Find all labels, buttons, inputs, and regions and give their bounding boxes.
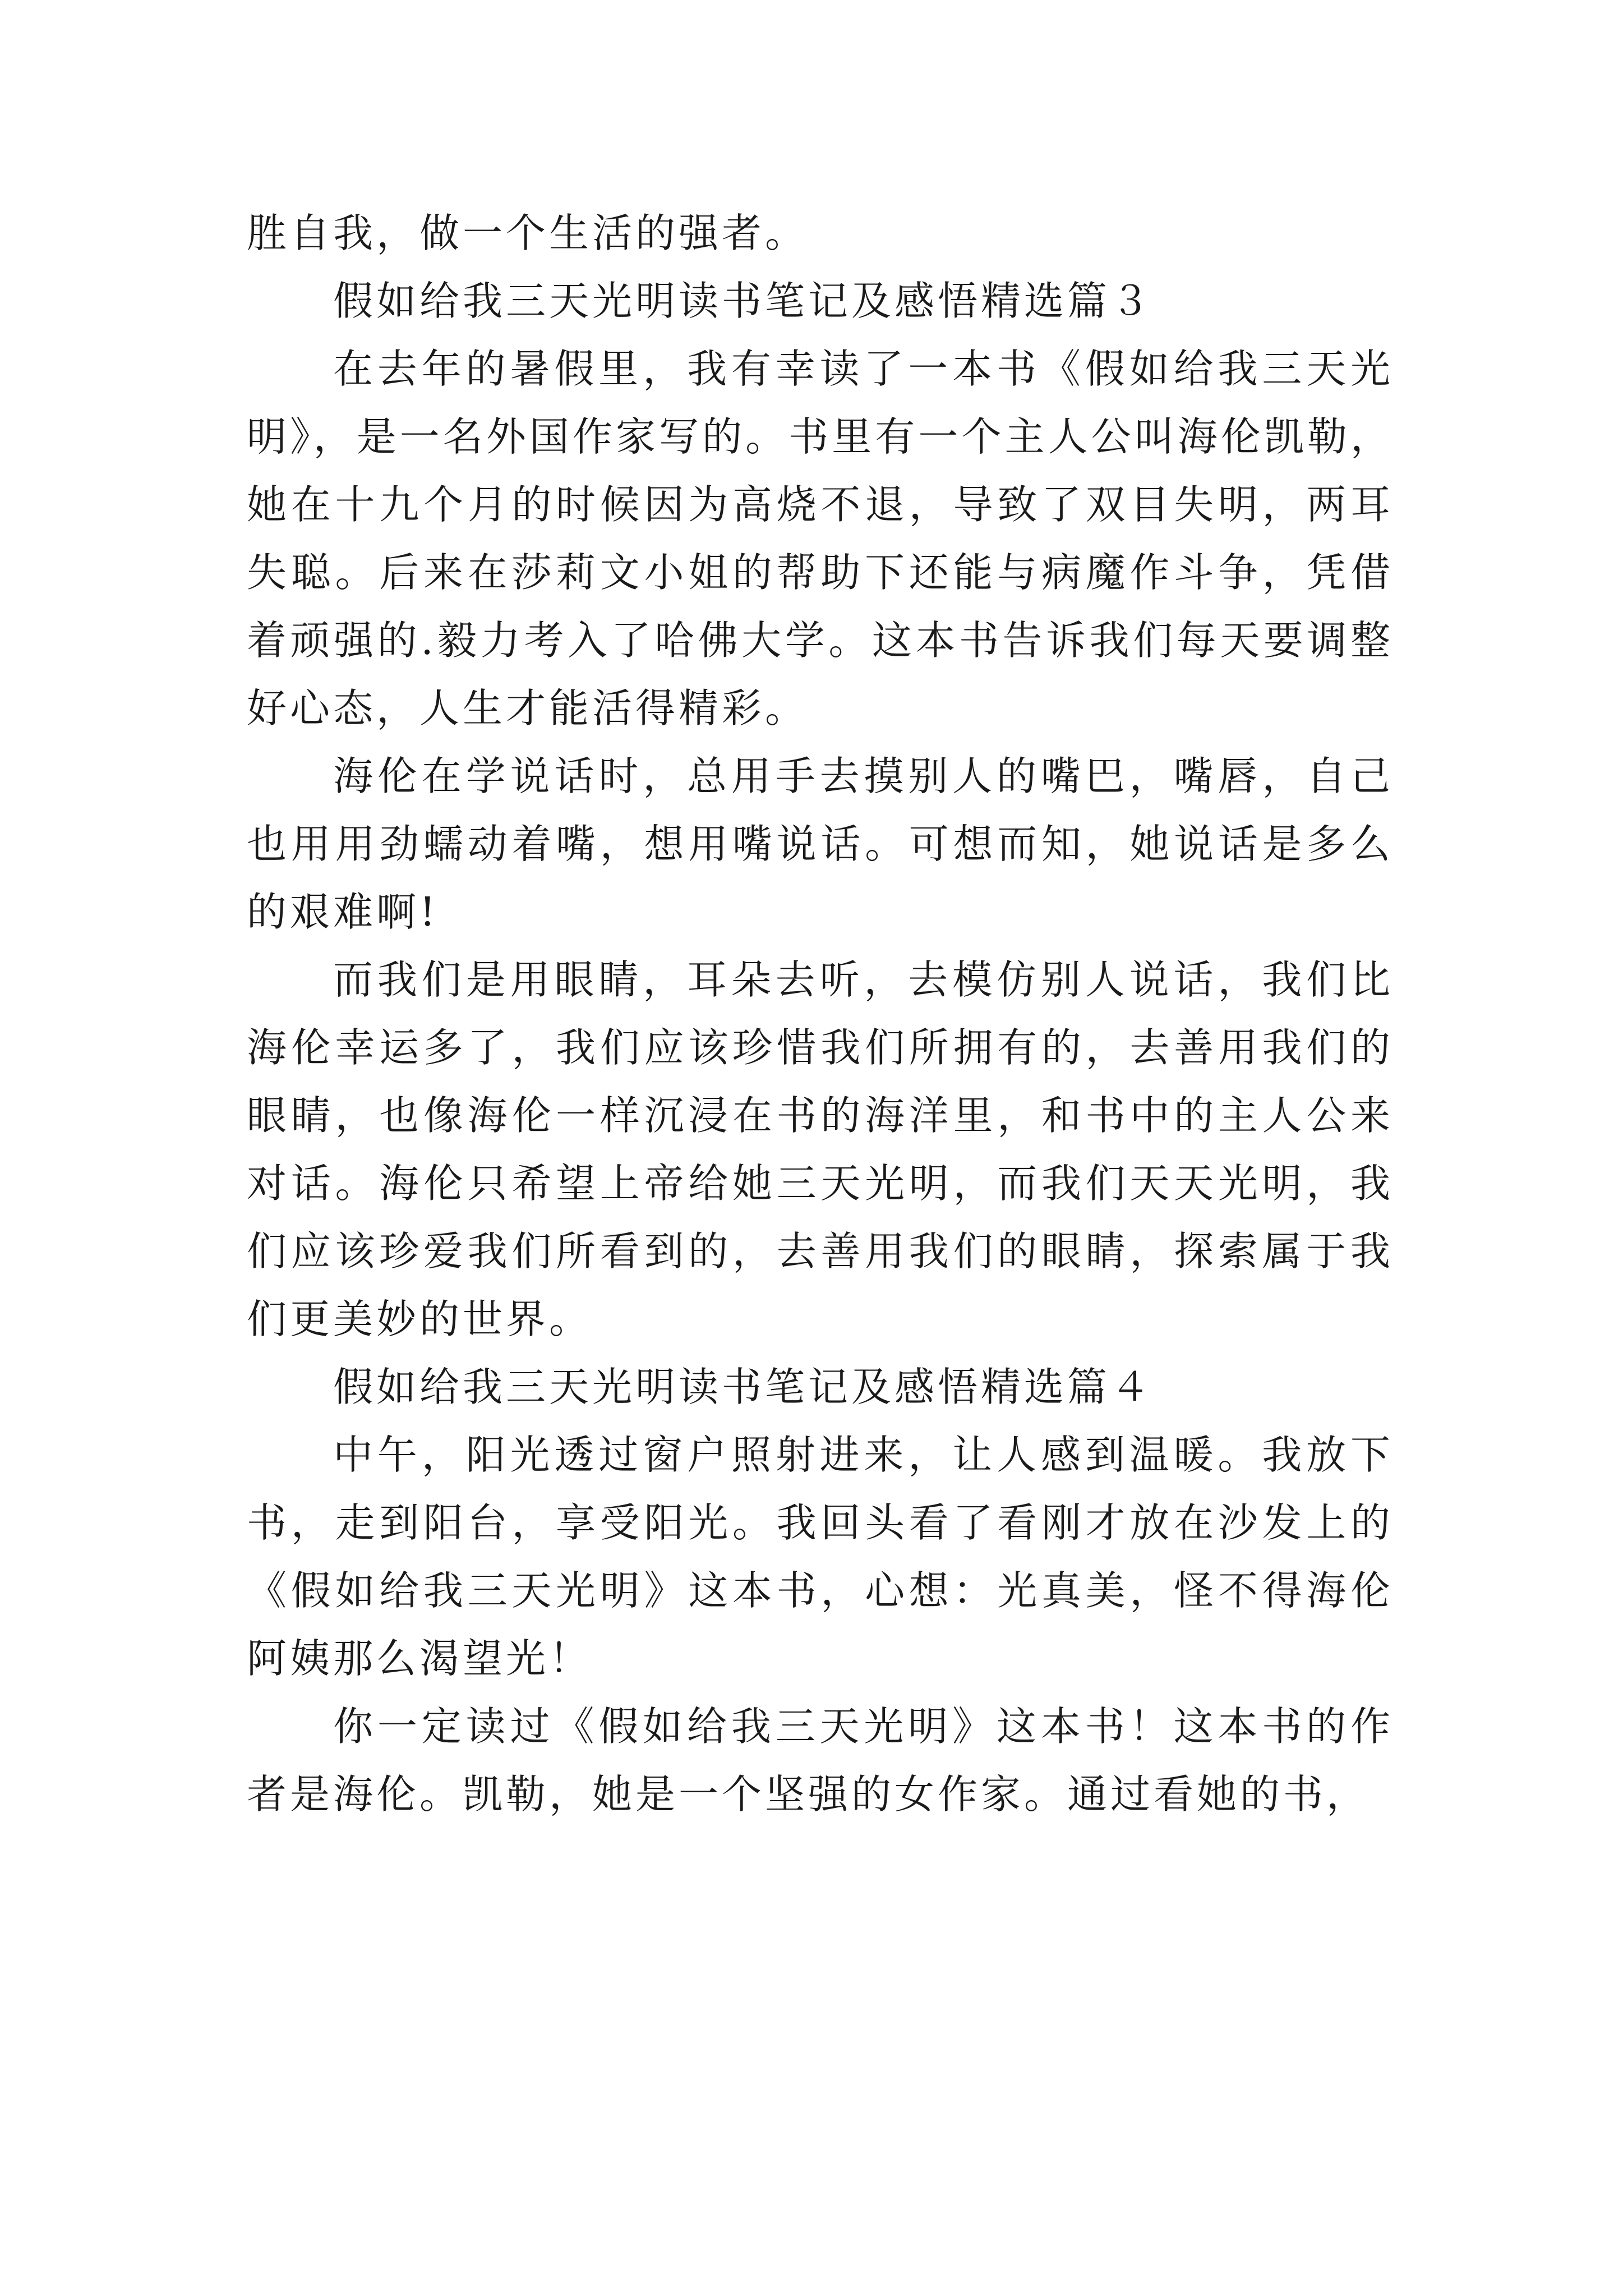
paragraph: 中午，阳光透过窗户照射进来，让人感到温暖。我放下书，走到阳台，享受阳光。我回头看了看刚才放在沙发上的《假如给我三天光明》这本书，心想：光真美，怪不得海伦阿姨那么渴望光！ [247,1432,1394,1682]
paragraph: 你一定读过《假如给我三天光明》这本书！这本书的作者是海伦。凯勒，她是一个坚强的女作家。通过看她的书， [247,1703,1394,1818]
paragraph: 在去年的暑假里，我有幸读了一本书《假如给我三天光明》，是一名外国作家写的。书里有一个主人公叫海伦凯勒，她在十九个月的时候因为高烧不退，导致了双目失明，两耳失聪。后来在莎莉文小姐的帮助下还能与病魔作斗争，凭借着顽强的.毅力考入了哈佛大学。这本书告诉我们每天要调整好心态，人生才能活得精彩。 [247,346,1394,731]
document-body [247,199,1394,1828]
paragraph: 海伦在学说话时，总用手去摸别人的嘴巴，嘴唇，自己也用用劲蠕动着嘴，想用嘴说话。可想而知，她说话是多么的艰难啊! [247,753,1394,935]
paragraph-continuation: 胜自我，做一个生活的强者。 [247,210,809,256]
paragraph: 而我们是用眼睛，耳朵去听，去模仿别人说话，我们比海伦幸运多了，我们应该珍惜我们所拥有的，去善用我们的眼睛，也像海伦一样沉浸在书的海洋里，和书中的主人公来对话。海伦只希望上帝给她三天光明，而我们天天光明，我们应该珍爱我们所看到的，去善用我们的眼睛，探索属于我们更美妙的世界。 [247,956,1394,1342]
section-heading-4: 假如给我三天光明读书笔记及感悟精选篇４ [333,1364,1154,1410]
section-heading-3: 假如给我三天光明读书笔记及感悟精选篇３ [333,278,1154,324]
